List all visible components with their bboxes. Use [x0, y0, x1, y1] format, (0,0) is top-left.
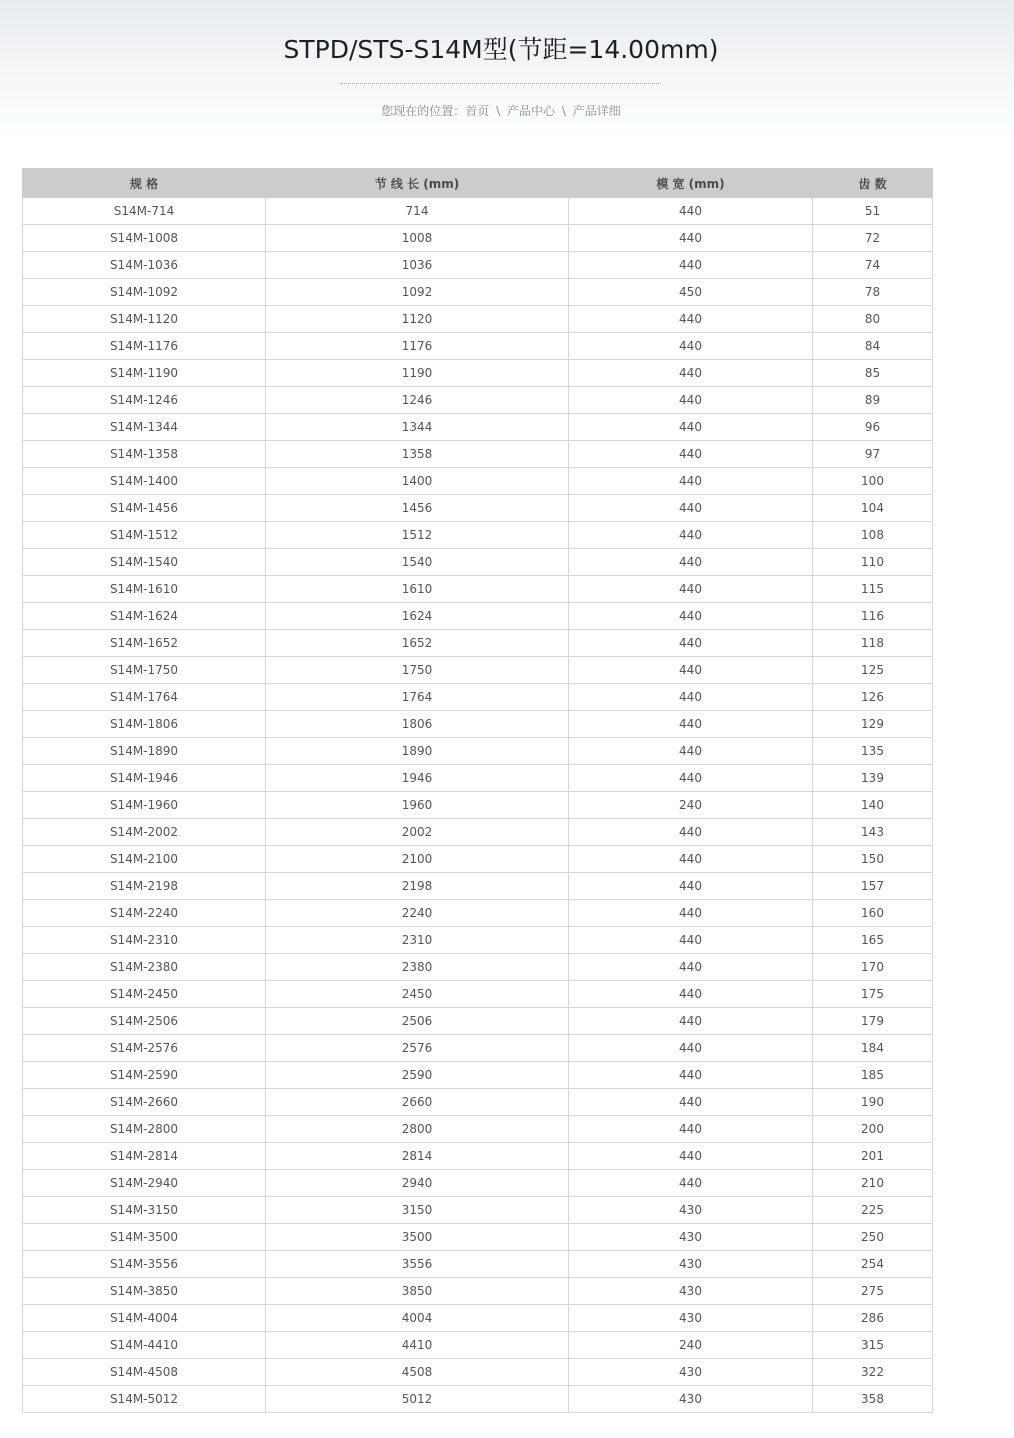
- cell-pitch-length: 1960: [266, 792, 569, 819]
- cell-pitch-length: 1008: [266, 225, 569, 252]
- table-row: [23, 657, 933, 684]
- table-row: [23, 927, 933, 954]
- cell-spec: S14M-2940: [23, 1170, 266, 1197]
- cell-teeth: 115: [813, 576, 933, 603]
- cell-teeth: 170: [813, 954, 933, 981]
- cell-width: 440: [569, 198, 813, 225]
- column-header-pitch-length: 节 线 长 (mm): [266, 169, 569, 198]
- breadcrumb: [0, 102, 1002, 120]
- cell-teeth: 140: [813, 792, 933, 819]
- breadcrumb-category-link[interactable]: 产品中心: [507, 104, 556, 118]
- cell-spec: S14M-2800: [23, 1116, 266, 1143]
- cell-pitch-length: 3556: [266, 1251, 569, 1278]
- cell-spec: S14M-1652: [23, 630, 266, 657]
- cell-width: 440: [569, 900, 813, 927]
- cell-width: 440: [569, 495, 813, 522]
- cell-spec: S14M-1624: [23, 603, 266, 630]
- cell-spec: S14M-3850: [23, 1278, 266, 1305]
- cell-pitch-length: 2814: [266, 1143, 569, 1170]
- cell-teeth: 315: [813, 1332, 933, 1359]
- cell-pitch-length: 2800: [266, 1116, 569, 1143]
- table-row: [23, 225, 933, 252]
- cell-teeth: 190: [813, 1089, 933, 1116]
- table-row: [23, 576, 933, 603]
- cell-pitch-length: 1036: [266, 252, 569, 279]
- cell-spec: S14M-2310: [23, 927, 266, 954]
- cell-spec: S14M-1176: [23, 333, 266, 360]
- table-row: [23, 468, 933, 495]
- cell-width: 440: [569, 225, 813, 252]
- spec-table: [22, 168, 933, 1413]
- cell-width: 440: [569, 846, 813, 873]
- cell-width: 440: [569, 1170, 813, 1197]
- cell-teeth: 157: [813, 873, 933, 900]
- table-row: [23, 765, 933, 792]
- cell-spec: S14M-1400: [23, 468, 266, 495]
- cell-pitch-length: 1890: [266, 738, 569, 765]
- cell-pitch-length: 1176: [266, 333, 569, 360]
- breadcrumb-prefix: 您现在的位置：: [381, 104, 466, 118]
- table-row: [23, 711, 933, 738]
- cell-teeth: 100: [813, 468, 933, 495]
- cell-teeth: 125: [813, 657, 933, 684]
- cell-teeth: 250: [813, 1224, 933, 1251]
- table-row: [23, 333, 933, 360]
- cell-pitch-length: 4004: [266, 1305, 569, 1332]
- table-row: [23, 873, 933, 900]
- cell-spec: S14M-3500: [23, 1224, 266, 1251]
- cell-teeth: 108: [813, 522, 933, 549]
- cell-pitch-length: 1120: [266, 306, 569, 333]
- cell-width: 240: [569, 792, 813, 819]
- cell-pitch-length: 2506: [266, 1008, 569, 1035]
- cell-width: 430: [569, 1197, 813, 1224]
- table-row: [23, 738, 933, 765]
- table-row: [23, 252, 933, 279]
- cell-pitch-length: 4410: [266, 1332, 569, 1359]
- cell-width: 430: [569, 1305, 813, 1332]
- cell-spec: S14M-1764: [23, 684, 266, 711]
- cell-teeth: 80: [813, 306, 933, 333]
- table-header-row: [23, 169, 933, 198]
- cell-width: 430: [569, 1251, 813, 1278]
- cell-spec: S14M-1036: [23, 252, 266, 279]
- table-row: [23, 792, 933, 819]
- cell-spec: S14M-2590: [23, 1062, 266, 1089]
- cell-width: 440: [569, 819, 813, 846]
- cell-pitch-length: 3150: [266, 1197, 569, 1224]
- cell-spec: S14M-1358: [23, 441, 266, 468]
- cell-spec: S14M-2576: [23, 1035, 266, 1062]
- cell-teeth: 225: [813, 1197, 933, 1224]
- table-row: [23, 1386, 933, 1413]
- cell-teeth: 89: [813, 387, 933, 414]
- cell-pitch-length: 1092: [266, 279, 569, 306]
- cell-teeth: 184: [813, 1035, 933, 1062]
- cell-teeth: 96: [813, 414, 933, 441]
- table-row: [23, 360, 933, 387]
- cell-pitch-length: 2240: [266, 900, 569, 927]
- cell-teeth: 72: [813, 225, 933, 252]
- cell-teeth: 78: [813, 279, 933, 306]
- cell-teeth: 116: [813, 603, 933, 630]
- cell-width: 440: [569, 522, 813, 549]
- cell-spec: S14M-2198: [23, 873, 266, 900]
- cell-pitch-length: 1624: [266, 603, 569, 630]
- column-header-teeth: 齿 数: [813, 169, 933, 198]
- cell-pitch-length: 1764: [266, 684, 569, 711]
- table-row: [23, 1332, 933, 1359]
- cell-teeth: 175: [813, 981, 933, 1008]
- cell-width: 440: [569, 711, 813, 738]
- cell-pitch-length: 1806: [266, 711, 569, 738]
- cell-width: 240: [569, 1332, 813, 1359]
- cell-teeth: 150: [813, 846, 933, 873]
- cell-width: 440: [569, 333, 813, 360]
- table-row: [23, 1278, 933, 1305]
- cell-teeth: 286: [813, 1305, 933, 1332]
- cell-teeth: 160: [813, 900, 933, 927]
- cell-spec: S14M-2450: [23, 981, 266, 1008]
- cell-spec: S14M-1092: [23, 279, 266, 306]
- cell-spec: S14M-1890: [23, 738, 266, 765]
- table-row: [23, 1143, 933, 1170]
- cell-width: 440: [569, 252, 813, 279]
- cell-spec: S14M-3556: [23, 1251, 266, 1278]
- cell-teeth: 135: [813, 738, 933, 765]
- cell-pitch-length: 2002: [266, 819, 569, 846]
- spec-table-body: [23, 198, 933, 1413]
- column-header-spec: 规 格: [23, 169, 266, 198]
- cell-spec: S14M-2814: [23, 1143, 266, 1170]
- cell-teeth: 210: [813, 1170, 933, 1197]
- table-row: [23, 1089, 933, 1116]
- cell-width: 430: [569, 1359, 813, 1386]
- table-row: [23, 441, 933, 468]
- table-row: [23, 846, 933, 873]
- cell-spec: S14M-2660: [23, 1089, 266, 1116]
- cell-width: 440: [569, 927, 813, 954]
- table-row: [23, 1062, 933, 1089]
- cell-width: 440: [569, 981, 813, 1008]
- cell-width: 440: [569, 1062, 813, 1089]
- table-row: [23, 306, 933, 333]
- table-row: [23, 279, 933, 306]
- cell-teeth: 84: [813, 333, 933, 360]
- cell-pitch-length: 2940: [266, 1170, 569, 1197]
- cell-pitch-length: 2310: [266, 927, 569, 954]
- cell-spec: S14M-714: [23, 198, 266, 225]
- cell-pitch-length: 1610: [266, 576, 569, 603]
- title-divider: [341, 83, 661, 84]
- cell-pitch-length: 1190: [266, 360, 569, 387]
- cell-spec: S14M-1512: [23, 522, 266, 549]
- cell-width: 440: [569, 549, 813, 576]
- cell-teeth: 139: [813, 765, 933, 792]
- cell-spec: S14M-2100: [23, 846, 266, 873]
- table-row: [23, 900, 933, 927]
- cell-teeth: 51: [813, 198, 933, 225]
- table-row: [23, 387, 933, 414]
- cell-width: 440: [569, 765, 813, 792]
- breadcrumb-separator: \: [496, 104, 501, 118]
- cell-width: 440: [569, 414, 813, 441]
- table-row: [23, 549, 933, 576]
- cell-spec: S14M-1960: [23, 792, 266, 819]
- cell-pitch-length: 1652: [266, 630, 569, 657]
- cell-width: 440: [569, 738, 813, 765]
- cell-teeth: 322: [813, 1359, 933, 1386]
- cell-teeth: 254: [813, 1251, 933, 1278]
- cell-spec: S14M-4004: [23, 1305, 266, 1332]
- table-row: [23, 522, 933, 549]
- cell-spec: S14M-2240: [23, 900, 266, 927]
- page-title: STPD/STS-S14M型(节距=14.00mm): [283, 35, 719, 64]
- cell-width: 430: [569, 1278, 813, 1305]
- cell-pitch-length: 3500: [266, 1224, 569, 1251]
- table-row: [23, 1359, 933, 1386]
- cell-width: 440: [569, 306, 813, 333]
- cell-spec: S14M-1120: [23, 306, 266, 333]
- table-row: [23, 819, 933, 846]
- cell-pitch-length: 1540: [266, 549, 569, 576]
- cell-teeth: 104: [813, 495, 933, 522]
- cell-pitch-length: 1946: [266, 765, 569, 792]
- cell-pitch-length: 2380: [266, 954, 569, 981]
- cell-width: 440: [569, 630, 813, 657]
- cell-width: 440: [569, 468, 813, 495]
- cell-width: 440: [569, 1008, 813, 1035]
- cell-width: 440: [569, 954, 813, 981]
- cell-width: 440: [569, 1035, 813, 1062]
- table-row: [23, 198, 933, 225]
- column-header-width: 模 宽 (mm): [569, 169, 813, 198]
- cell-pitch-length: 1400: [266, 468, 569, 495]
- cell-teeth: 275: [813, 1278, 933, 1305]
- table-row: [23, 1251, 933, 1278]
- cell-spec: S14M-2380: [23, 954, 266, 981]
- table-row: [23, 414, 933, 441]
- cell-spec: S14M-2002: [23, 819, 266, 846]
- table-row: [23, 1035, 933, 1062]
- breadcrumb-current-link[interactable]: 产品详细: [572, 104, 621, 118]
- table-row: [23, 1008, 933, 1035]
- cell-teeth: 97: [813, 441, 933, 468]
- cell-spec: S14M-1344: [23, 414, 266, 441]
- cell-pitch-length: 1344: [266, 414, 569, 441]
- cell-width: 440: [569, 360, 813, 387]
- cell-teeth: 200: [813, 1116, 933, 1143]
- cell-teeth: 185: [813, 1062, 933, 1089]
- spec-table-head: [23, 169, 933, 198]
- cell-pitch-length: 4508: [266, 1359, 569, 1386]
- cell-pitch-length: 1358: [266, 441, 569, 468]
- cell-spec: S14M-1008: [23, 225, 266, 252]
- cell-width: 440: [569, 1143, 813, 1170]
- cell-spec: S14M-4508: [23, 1359, 266, 1386]
- cell-teeth: 85: [813, 360, 933, 387]
- cell-spec: S14M-1610: [23, 576, 266, 603]
- cell-pitch-length: 1512: [266, 522, 569, 549]
- cell-pitch-length: 2576: [266, 1035, 569, 1062]
- cell-width: 440: [569, 1116, 813, 1143]
- breadcrumb-separator: \: [561, 104, 566, 118]
- cell-pitch-length: 2590: [266, 1062, 569, 1089]
- table-row: [23, 603, 933, 630]
- breadcrumb-home-link[interactable]: 首页: [465, 104, 490, 118]
- cell-spec: S14M-1456: [23, 495, 266, 522]
- cell-pitch-length: 3850: [266, 1278, 569, 1305]
- cell-width: 440: [569, 603, 813, 630]
- cell-spec: S14M-3150: [23, 1197, 266, 1224]
- cell-teeth: 143: [813, 819, 933, 846]
- table-row: [23, 630, 933, 657]
- table-row: [23, 1224, 933, 1251]
- cell-spec: S14M-2506: [23, 1008, 266, 1035]
- table-row: [23, 981, 933, 1008]
- cell-width: 430: [569, 1224, 813, 1251]
- cell-width: 440: [569, 576, 813, 603]
- cell-teeth: 179: [813, 1008, 933, 1035]
- cell-spec: S14M-5012: [23, 1386, 266, 1413]
- cell-width: 440: [569, 387, 813, 414]
- cell-width: 440: [569, 873, 813, 900]
- cell-teeth: 110: [813, 549, 933, 576]
- cell-width: 430: [569, 1386, 813, 1413]
- cell-teeth: 118: [813, 630, 933, 657]
- cell-width: 440: [569, 684, 813, 711]
- table-row: [23, 495, 933, 522]
- cell-teeth: 358: [813, 1386, 933, 1413]
- table-row: [23, 684, 933, 711]
- table-row: [23, 1197, 933, 1224]
- cell-width: 440: [569, 1089, 813, 1116]
- cell-pitch-length: 1246: [266, 387, 569, 414]
- cell-spec: S14M-1246: [23, 387, 266, 414]
- cell-teeth: 126: [813, 684, 933, 711]
- cell-teeth: 129: [813, 711, 933, 738]
- cell-pitch-length: 1750: [266, 657, 569, 684]
- cell-pitch-length: 2198: [266, 873, 569, 900]
- cell-pitch-length: 2100: [266, 846, 569, 873]
- table-row: [23, 1305, 933, 1332]
- table-row: [23, 1116, 933, 1143]
- cell-width: 440: [569, 441, 813, 468]
- cell-pitch-length: 2660: [266, 1089, 569, 1116]
- cell-pitch-length: 2450: [266, 981, 569, 1008]
- table-row: [23, 954, 933, 981]
- cell-pitch-length: 1456: [266, 495, 569, 522]
- cell-spec: S14M-1946: [23, 765, 266, 792]
- cell-spec: S14M-1806: [23, 711, 266, 738]
- cell-spec: S14M-1750: [23, 657, 266, 684]
- cell-width: 440: [569, 657, 813, 684]
- cell-pitch-length: 5012: [266, 1386, 569, 1413]
- table-row: [23, 1170, 933, 1197]
- cell-spec: S14M-4410: [23, 1332, 266, 1359]
- cell-width: 450: [569, 279, 813, 306]
- cell-spec: S14M-1190: [23, 360, 266, 387]
- cell-teeth: 74: [813, 252, 933, 279]
- cell-teeth: 165: [813, 927, 933, 954]
- cell-pitch-length: 714: [266, 198, 569, 225]
- cell-teeth: 201: [813, 1143, 933, 1170]
- cell-spec: S14M-1540: [23, 549, 266, 576]
